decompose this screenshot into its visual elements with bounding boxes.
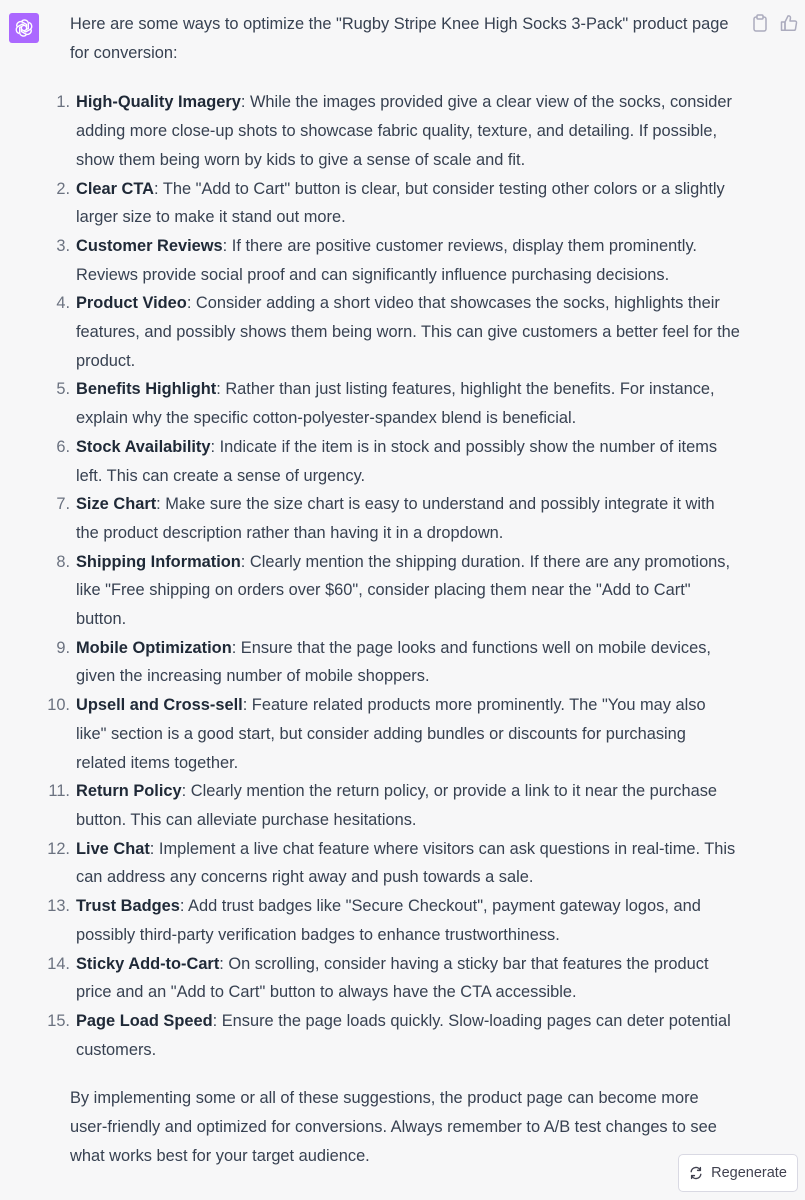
refresh-icon xyxy=(689,1166,703,1180)
suggestion-title: Sticky Add-to-Cart xyxy=(76,954,220,973)
suggestion-text: : Clearly mention the return policy, or provide a link to it near the purchase button. This can alleviate purchase hesitations. xyxy=(76,782,718,829)
thumbs-up-icon xyxy=(780,14,798,32)
regenerate-label: Regenerate xyxy=(711,1165,787,1181)
suggestion-text: : Add trust badges like "Secure Checkout", payment gateway logos, and possibly third-party verification badges to enhance trustworthiness. xyxy=(76,897,701,944)
suggestion-text: : If there are positive customer reviews, display them prominently. Reviews provide social proof and can significantly influence purchasing decisions. xyxy=(76,236,697,284)
suggestion-text: : Rather than just listing features, highlight the benefits. For instance, explain why the specific cotton-polyester-spandex blend is beneficial. xyxy=(76,380,715,428)
suggestion-text: : On scrolling, consider having a sticky bar that features the product price and an "Add to Cart" button to always have the CTA accessible. xyxy=(76,954,709,1002)
suggestion-number: 15. xyxy=(47,1011,70,1030)
openai-logo-icon xyxy=(13,17,35,39)
suggestion-title: Shipping Information xyxy=(76,552,241,571)
suggestion-item xyxy=(56,175,740,232)
suggestion-number: 8. xyxy=(56,552,70,571)
suggestion-item xyxy=(56,289,740,375)
suggestion-item xyxy=(56,490,740,547)
message-intro: Here are some ways to optimize the "Rugby Stripe Knee High Socks 3-Pack" product page for conversion: xyxy=(70,15,729,62)
suggestion-title: High-Quality Imagery xyxy=(76,93,241,112)
suggestion-title: Product Video xyxy=(76,294,187,313)
suggestion-item xyxy=(56,232,740,289)
suggestion-number: 6. xyxy=(56,437,70,456)
suggestion-title: Benefits Highlight xyxy=(76,380,217,399)
suggestion-item xyxy=(56,634,740,691)
suggestion-text: : Implement a live chat feature where visitors can ask questions in real-time. This can address any concerns right away and push towards a sale. xyxy=(76,839,736,887)
suggestion-number: 1. xyxy=(56,93,70,112)
suggestion-title: Mobile Optimization xyxy=(76,638,232,657)
message-content xyxy=(47,10,740,1170)
suggestion-number: 14. xyxy=(47,954,70,973)
suggestion-item xyxy=(47,691,740,777)
suggestion-title: Size Chart xyxy=(76,495,157,514)
suggestion-number: 12. xyxy=(47,839,70,858)
suggestion-text: : Ensure the page loads quickly. Slow-loading pages can deter potential customers. xyxy=(76,1011,731,1059)
suggestion-number: 13. xyxy=(47,897,70,916)
suggestion-title: Clear CTA xyxy=(76,179,155,198)
thumbs-up-button[interactable] xyxy=(779,12,799,34)
suggestion-number: 2. xyxy=(56,179,70,198)
suggestion-number: 7. xyxy=(56,495,70,514)
suggestion-item xyxy=(48,777,740,834)
suggestion-text: : Ensure that the page looks and functions well on mobile devices, given the increasing number of mobile shoppers. xyxy=(76,638,711,686)
suggestion-title: Trust Badges xyxy=(76,897,180,916)
suggestion-title: Upsell and Cross-sell xyxy=(76,696,243,715)
suggestion-number: 10. xyxy=(47,696,70,715)
suggestion-number: 9. xyxy=(56,638,70,657)
suggestion-number: 3. xyxy=(56,236,70,255)
suggestion-text: : Indicate if the item is in stock and possibly show the number of items left. This can create a sense of urgency. xyxy=(76,437,718,485)
suggestion-text: : Feature related products more prominently. The "You may also like" section is a good start, but consider adding bundles or discounts for purchasing related items together. xyxy=(76,696,706,772)
suggestion-item xyxy=(56,433,740,490)
suggestion-item xyxy=(47,835,740,892)
suggestion-text: : While the images provided give a clear view of the socks, consider adding more close-up shots to showcase fabric quality, texture, and detailing. If possible, show them being worn by kids to give a sense of scale and fit. xyxy=(76,93,732,169)
suggestion-item xyxy=(56,548,740,634)
copy-button[interactable] xyxy=(750,12,770,34)
suggestion-item xyxy=(47,950,740,1007)
regenerate-button[interactable] xyxy=(678,1154,798,1192)
suggestion-title: Page Load Speed xyxy=(76,1011,213,1030)
message-outro: By implementing some or all of these suggestions, the product page can become more user-friendly and optimized for conversions. Always remember to A/B test changes to see what works best for your target audience. xyxy=(70,1089,717,1165)
suggestion-number: 5. xyxy=(56,380,70,399)
suggestion-number: 11. xyxy=(48,782,70,801)
suggestion-title: Live Chat xyxy=(76,839,150,858)
suggestion-text: : Make sure the size chart is easy to understand and possibly integrate it with the product description rather than having it in a dropdown. xyxy=(76,495,715,542)
suggestion-text: : Clearly mention the shipping duration. If there are any promotions, like "Free shipping on orders over $60", consider placing them near the "Add to Cart" button. xyxy=(76,552,731,629)
assistant-avatar xyxy=(9,13,39,43)
suggestion-item xyxy=(56,88,740,174)
suggestion-title: Customer Reviews xyxy=(76,236,223,255)
suggestion-title: Stock Availability xyxy=(76,437,211,456)
suggestion-title: Return Policy xyxy=(76,782,182,801)
clipboard-icon xyxy=(752,14,768,32)
suggestion-number: 4. xyxy=(56,294,70,313)
suggestion-item xyxy=(47,1007,740,1064)
suggestion-text: : The "Add to Cart" button is clear, but consider testing other colors or a slightly larger size to make it stand out more. xyxy=(76,179,725,227)
suggestion-list xyxy=(47,88,740,1064)
suggestion-text: : Consider adding a short video that showcases the socks, highlights their features, and possibly shows them being worn. This can give customers a better feel for the product. xyxy=(76,294,740,370)
suggestion-item xyxy=(56,375,740,432)
suggestion-item xyxy=(47,892,740,949)
